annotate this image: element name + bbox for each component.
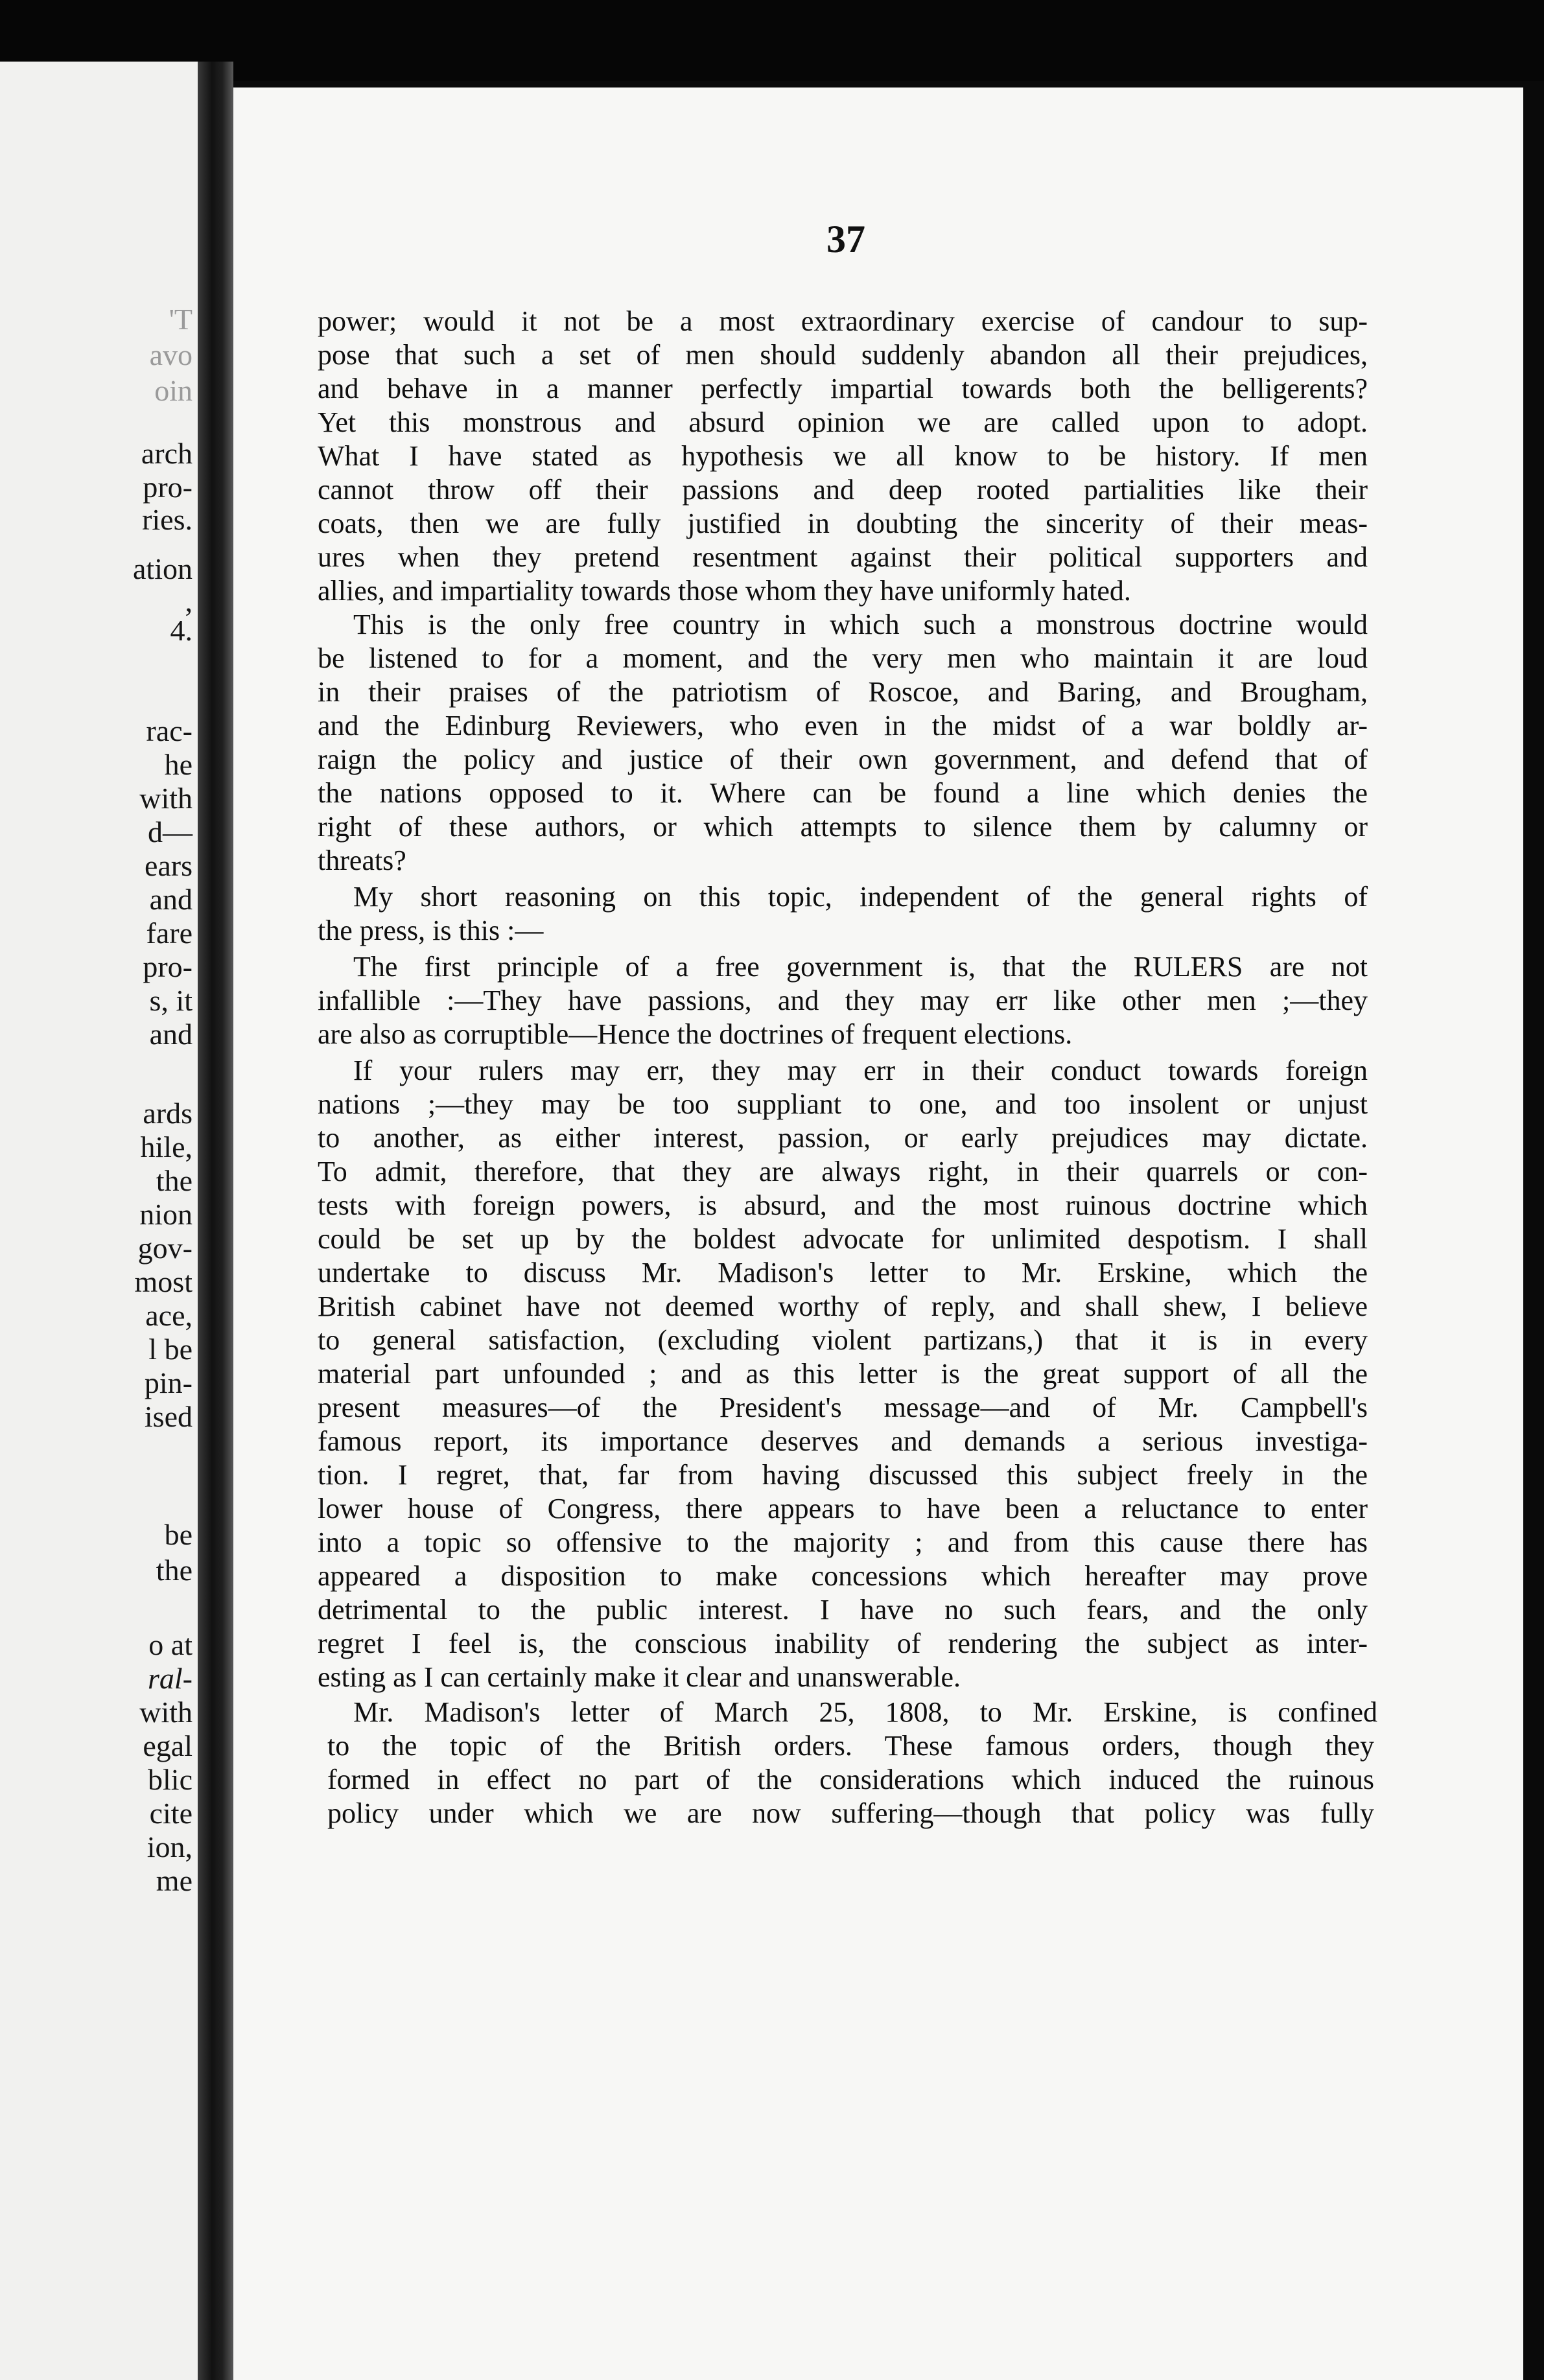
left-page-fragment: arch	[141, 437, 193, 470]
left-page-fragment: ral-	[148, 1662, 193, 1695]
text-line: ures when they pretend resentment against their political supporters and	[318, 541, 1368, 573]
left-page-fragment: with	[139, 782, 193, 815]
text-line: infallible :—They have passions, and they may err like other men ;—they	[318, 985, 1368, 1016]
left-page-fragment: pro-	[143, 471, 193, 504]
left-page-fragment: ised	[144, 1400, 193, 1433]
left-page-fragment: egal	[143, 1729, 193, 1762]
left-page-fragment: and	[149, 883, 193, 916]
left-page-fragment: pin-	[144, 1366, 193, 1399]
text-line: power; would it not be a most extraordinary exercise of candour to sup-	[318, 305, 1368, 337]
left-page-fragment: ears	[144, 849, 193, 882]
text-line: lower house of Congress, there appears to have been a reluctance to enter	[318, 1493, 1368, 1524]
text-line: esting as I can certainly make it clear and unanswerable.	[318, 1661, 961, 1693]
text-line: Mr. Madison's letter of March 25, 1808, to Mr. Erskine, is confined	[353, 1696, 1377, 1728]
left-page-fragment: me	[156, 1864, 193, 1897]
text-line: in their praises of the patriotism of Roscoe, and Baring, and Brougham,	[318, 676, 1368, 708]
left-page-fragment: 'T	[169, 303, 193, 336]
text-line: The first principle of a free government is, that the RULERS are not	[353, 951, 1368, 983]
left-page-fragment: ries.	[142, 503, 193, 536]
text-line: material part unfounded ; and as this letter is the great support of all the	[318, 1358, 1368, 1390]
left-page-fragment: s, it	[149, 984, 193, 1017]
left-page-fragment: ion,	[146, 1830, 193, 1863]
text-line: and behave in a manner perfectly impartial towards both the belligerents?	[318, 373, 1368, 404]
left-page-fragment: rac-	[146, 714, 193, 747]
left-page-fragment: gov-	[137, 1231, 193, 1265]
left-page-fragment: and	[149, 1018, 193, 1051]
left-page-fragment: oin	[154, 374, 193, 407]
text-line: detrimental to the public interest. I have no such fears, and the only	[318, 1594, 1368, 1626]
left-page-fragment: cite	[149, 1797, 193, 1830]
text-line: raign the policy and justice of their own government, and defend that of	[318, 743, 1368, 775]
text-line: undertake to discuss Mr. Madison's letter to Mr. Erskine, which the	[318, 1257, 1368, 1289]
text-line: nations ;—they may be too suppliant to one, and too insolent or unjust	[318, 1088, 1368, 1120]
left-page-fragment: most	[134, 1265, 193, 1298]
scan-right-border	[1523, 88, 1544, 2380]
text-line: and the Edinburg Reviewers, who even in the midst of a war boldly ar-	[318, 710, 1368, 741]
text-line: To admit, therefore, that they are always right, in their quarrels or con-	[318, 1156, 1368, 1187]
text-line: to the topic of the British orders. These famous orders, though they	[327, 1730, 1374, 1762]
text-line: pose that such a set of men should suddenly abandon all their prejudices,	[318, 339, 1368, 371]
left-page-fragment: blic	[148, 1763, 193, 1796]
book-gutter	[198, 62, 233, 2380]
left-page-fragment: 4.	[170, 614, 193, 647]
text-line: to another, as either interest, passion, or early prejudices may dictate.	[318, 1122, 1368, 1154]
left-page-fragment: nion	[139, 1198, 193, 1231]
text-line: If your rulers may err, they may err in their conduct towards foreign	[353, 1055, 1368, 1086]
text-line: be listened to for a moment, and the very men who maintain it are loud	[318, 642, 1368, 674]
text-line: My short reasoning on this topic, independent of the general rights of	[353, 881, 1368, 913]
text-line: the press, is this :—	[318, 915, 544, 946]
left-page-fragment: the	[156, 1554, 193, 1587]
left-page-fragment: l be	[148, 1333, 193, 1366]
text-line: cannot throw off their passions and deep rooted partialities like their	[318, 474, 1368, 506]
text-line: could be set up by the boldest advocate for unlimited despotism. I shall	[318, 1223, 1368, 1255]
left-page-fragment: avo	[149, 338, 193, 371]
left-page-fragment: hile,	[140, 1130, 193, 1163]
text-line: tion. I regret, that, far from having discussed this subject freely in the	[318, 1459, 1368, 1491]
text-line: allies, and impartiality towards those whom they have uniformly hated.	[318, 575, 1131, 607]
left-page-fragment: ace,	[145, 1299, 193, 1332]
text-line: British cabinet have not deemed worthy of reply, and shall shew, I believe	[318, 1290, 1368, 1322]
text-line: the nations opposed to it. Where can be found a line which denies the	[318, 777, 1368, 809]
text-line: right of these authors, or which attempts to silence them by calumny or	[318, 811, 1368, 843]
left-page-fragment: ,	[185, 585, 193, 618]
left-page-fragment: with	[139, 1696, 193, 1729]
text-line: coats, then we are fully justified in doubting the sincerity of their meas-	[318, 508, 1368, 539]
left-page-fragment: pro-	[143, 950, 193, 983]
text-line: policy under which we are now suffering—though that policy was fully	[327, 1797, 1374, 1829]
left-page-fragment: ation	[133, 552, 193, 585]
text-line: This is the only free country in which such a monstrous doctrine would	[353, 609, 1368, 640]
left-page-fragment: ards	[143, 1097, 193, 1130]
text-line: famous report, its importance deserves and demands a serious investiga-	[318, 1425, 1368, 1457]
left-page-fragment: d—	[148, 815, 193, 848]
text-line: Yet this monstrous and absurd opinion we are called upon to adopt.	[318, 406, 1368, 438]
text-line: formed in effect no part of the considerations which induced the ruinous	[327, 1764, 1374, 1795]
left-page-fragment: the	[156, 1164, 193, 1197]
text-line: threats?	[318, 845, 406, 876]
text-line: What I have stated as hypothesis we all know to be history. If men	[318, 440, 1368, 472]
text-line: present measures—of the President's message—and of Mr. Campbell's	[318, 1392, 1368, 1423]
text-line: appeared a disposition to make concessions which hereafter may prove	[318, 1560, 1368, 1592]
left-page-fragment: he	[164, 748, 193, 781]
text-line: to general satisfaction, (excluding violent partizans,) that it is in every	[318, 1324, 1368, 1356]
left-page-fragment: fare	[146, 916, 193, 950]
text-line: regret I feel is, the conscious inability of rendering the subject as inter-	[318, 1628, 1368, 1659]
text-line: tests with foreign powers, is absurd, and the most ruinous doctrine which	[318, 1189, 1368, 1221]
left-page-fragment: be	[164, 1518, 193, 1551]
page-number: 37	[826, 218, 865, 261]
adjacent-left-page	[0, 62, 198, 2380]
text-line: into a topic so offensive to the majority ; and from this cause there has	[318, 1526, 1368, 1558]
left-page-fragment: o at	[148, 1628, 193, 1661]
text-line: are also as corruptible—Hence the doctrines of frequent elections.	[318, 1018, 1073, 1050]
